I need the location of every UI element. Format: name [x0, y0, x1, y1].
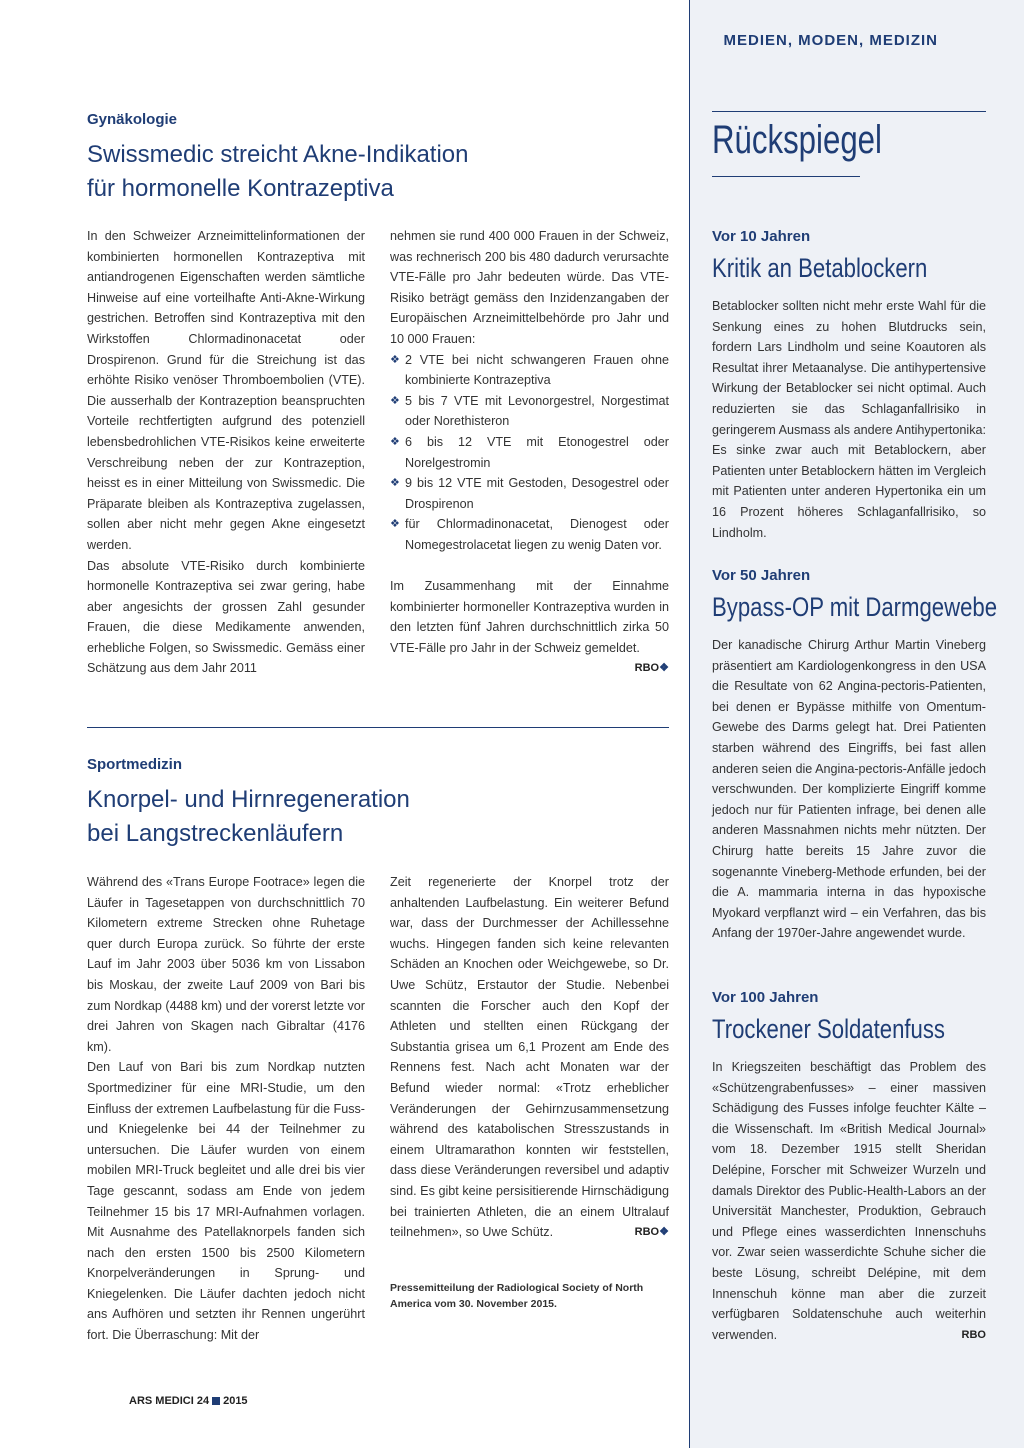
- article-divider: [87, 727, 669, 728]
- article1-headline-line1: Swissmedic streicht Akne-Indikation: [87, 141, 469, 168]
- article2-headline-line1: Knorpel- und Hirnregeneration: [87, 786, 410, 813]
- list-item: ❖ für Chlormadinonacetat, Dienogest oder Nomegestrolacetat liegen zu wenig Daten vor.: [390, 514, 669, 555]
- list-item: ❖ 2 VTE bei nicht schwangeren Frauen ohne kombinierte Kontrazeptiva: [390, 350, 669, 391]
- sidebar-body-10-text: Betablocker sollten nicht mehr erste Wahl für die Senkung eines zu hohen Blutdrucks sein, fordern Lars Lindholm und seine Koautoren als Resultat ihrer Metaanalyse. Die antihypertensive Wirkung der Betablocker sei nicht optimal. Auch reduzierten sie das Schlaganfallrisiko in geringerem Ausmass als andere Antihypertonika: Es sinke zwar auch mit Betablockern, aber Patienten unter Betablockern hätten im Vergleich mit Patienten unter anderen Hypertonika ein um 16 Prozent höheres Schlaganfallrisiko, so Lindholm.: [712, 299, 986, 540]
- sidebar-body-50: [712, 635, 986, 944]
- list-item: ❖ 6 bis 12 VTE mit Etonogestrel oder Norelgestromin: [390, 432, 669, 473]
- article2-paragraph: Während des «Trans Europe Footrace» legen die Läufer in Tagesetappen von durchschnittlich 70 Kilometern extreme Strecken ohne Ruhetage quer durch Europa zurück. So führte der erste Lauf im Jahr 2003 über 5036 km von Lissabon bis Moskau, der zweite Lauf 2009 von Bari bis zum Nordkap (4488 km) und der vorerst letzte vor drei Jahren von Skagen nach Gibraltar (4176 km).: [87, 875, 365, 1054]
- article1-paragraph: nehmen sie rund 400 000 Frauen in der Schweiz, was rechnerisch 200 bis 480 dadurch verursachte VTE-Fälle pro Jahr bedeuten würde. Das VTE-Risiko beträgt gemäss den Inzidenzangaben der Europäischen Arzneimittelbehörde pro Jahr und 10 000 Frauen:: [390, 229, 669, 346]
- sidebar-headline-50: Bypass-OP mit Darmgewebe: [712, 592, 998, 622]
- sidebar-title: Rückspiegel: [712, 118, 882, 162]
- sidebar-body-50-text: Der kanadische Chirurg Arthur Martin Vineberg präsentiert am Kardiologenkongress in den USA die Resultate von 62 Angina-pectoris-Patienten, bei denen er Bypässe mithilfe von Omentum-Gewebe des Darms gelegt hat. Drei Patienten starben während des Eingriffs, bei fast allen anderen seien die Angina-pectoris-Anfälle jedoch verschwunden. Der komplizierte Eingriff komme jedoch nur für Patienten infrage, bei denen alle anderen Massnahmen nichts mehr nützten. Der Chirurg hatte bereits 15 Jahre zuvor die sogenannte Vineberg-Methode erfunden, bei der die A. mammaria interna in das hypoxische Myokard verpflanzt wird – ein Verfahren, das bis Anfang der 1970er-Jahre angewendet wurde.: [712, 638, 986, 941]
- article1-headline: [87, 138, 469, 206]
- sidebar-top-rule: [712, 111, 986, 112]
- article1-col1: [87, 226, 365, 679]
- footer-square-icon: [212, 1397, 220, 1405]
- article2-col2: [390, 872, 669, 1243]
- sidebar-kicker-50: Vor 50 Jahren: [712, 567, 811, 584]
- list-item: ❖ 5 bis 7 VTE mit Levonorgestrel, Norgestimat oder Norethisteron: [390, 391, 669, 432]
- page-footer: [129, 1395, 248, 1407]
- article2-paragraph: Den Lauf von Bari bis zum Nordkap nutzten Sportmediziner für eine MRI-Studie, um den Einfluss der extremen Laufbelastung für die Fuss- und Kniegelenke bei 44 der Teilnehmer zu untersuchen. Die Läufer wurden von einem mobilen MRI-Truck begleitet und alle drei bis vier Tage gescannt, sodass am Ende von jedem Teilnehmer 15 bis 17 MRI-Aufnahmen vorlagen. Mit Ausnahme des Patellaknorpels fanden sich nach den ersten 1500 bis 2500 Kilometern Knorpelveränderungen in Sprung- und Kniegelenken. Die Läufer dachten jedoch nicht ans Aufhören und setzten ihr Rennen ungerührt fort. Die Überraschung: Mit der: [87, 1060, 365, 1343]
- sidebar-body-10: [712, 296, 986, 543]
- article2-headline: [87, 783, 410, 851]
- footer-journal: ARS MEDICI 24: [129, 1395, 210, 1407]
- article1-col2: [390, 226, 669, 679]
- sidebar-body-100-text: In Kriegszeiten beschäftigt das Problem des «Schützengrabenfusses» – einer massiven Schädigung des Fusses infolge feuchter Kälte – die Wissenschaft. Im «British Medical Journal» vom 18. Dezember 1915 stellt Sheridan Delépine, Forscher mit Schweizer Wurzeln und damals Direktor des Public-Health-Labors an der Universität Manchester, Produktion, Gebrauch und Pflege eines wasserdichten Innenschuhs vor. Zwar seien wasserdichte Schuhe sicher die beste Lösung, schreibt Delépine, mit dem Innenschuh könne man aber die zurzeit verfügbaren Soldatenschuhe auch weiterhin verwenden.: [712, 1060, 986, 1342]
- article2-kicker: Sportmedizin: [87, 756, 183, 773]
- article2-paragraph: Zeit regenerierte der Knorpel trotz der anhaltenden Laufbelastung. Ein weiterer Befund war, dass der Durchmesser der Achillessehne wuchs. Hingegen fanden sich keine relevanten Schäden an Knochen oder Weichgewebe, so Dr. Uwe Schütz, Erstautor der Studie. Nebenbei scannten die Forscher auch den Kopf der Athleten und stellten einen Rückgang der Substantia grisea um 6,1 Prozent am Ende des Rennens fest. Nach acht Monaten war der Befund wieder normal: «Trotz erheblicher Veränderungen der Gehirnzusammensetzung während des katabolischen Stresszustands in einem Ultramarathon konnten wir feststellen, dass diese Veränderungen reversibel und adaptiv sind. Es gibt keine persisitierende Hirnschädigung bei trainierten Athleten, die an einem Ultralauf teilnehmen», so Uwe Schütz.: [390, 875, 669, 1240]
- sidebar-body-100: [712, 1057, 986, 1345]
- article1-bullet-list: [390, 350, 669, 556]
- article1-paragraph: In den Schweizer Arzneimittelinformationen der kombinierten hormonellen Kontrazeptiva mit antiandrogenen Eigenschaften werden sämtliche Hinweise auf eine vorteilhafte Anti-Akne-Wirkung gestrichen. Betroffen sind Kontrazeptiva mit den Wirkstoffen Chlormadinonacetat oder Drospirenon. Grund für die Streichung ist das erhöhte Risiko venöser Thromboembolien (VTE). Die ausserhalb der Kontrazeption beanspruchten Vorteile rechtfertigten aufgrund des potenziell lebensbedrohlichen VTE-Risikos keine erweiterte Verschreibung neben der zur Kontrazeption, heisst es in einer Mitteilung von Swissmedic. Die Präparate bleiben als Kontrazeptiva zugelassen, sollen aber nicht mehr gegen Akne eingesetzt werden.: [87, 229, 365, 552]
- article1-paragraph: Das absolute VTE-Risiko durch kombinierte hormonelle Kontrazeptiva sei zwar gering, habe aber angesichts der grossen Zahl gesunder Frauen, die diese Medikamente anwenden, erhebliche Folgen, so Swissmedic. Gemäss einer Schätzung aus dem Jahr 2011: [87, 558, 365, 676]
- footer-year: 2015: [223, 1395, 248, 1407]
- article1-kicker: Gynäkologie: [87, 111, 178, 128]
- sidebar-kicker-10: Vor 10 Jahren: [712, 228, 811, 245]
- sidebar-title-underline: [712, 176, 860, 177]
- article2-headline-line2: bei Langstreckenläufern: [87, 820, 344, 847]
- article1-headline-line2: für hormonelle Kontrazeptiva: [87, 175, 394, 202]
- sidebar-kicker-100: Vor 100 Jahren: [712, 989, 819, 1006]
- list-item: ❖ 9 bis 12 VTE mit Gestoden, Desogestrel oder Drospirenon: [390, 473, 669, 514]
- signature: RBO❖: [634, 662, 669, 675]
- section-header: MEDIEN, MODEN, MEDIZIN: [723, 32, 938, 49]
- article2-footnote: Pressemitteilung der Radiological Society of North America vom 30. November 2015.: [390, 1282, 644, 1310]
- sidebar-headline-100: Trockener Soldatenfuss: [712, 1014, 946, 1044]
- signature: RBO: [961, 1328, 986, 1341]
- article2-col1: [87, 872, 365, 1346]
- sidebar-headline-10: Kritik an Betablockern: [712, 253, 928, 283]
- signature: RBO❖: [634, 1226, 669, 1239]
- article1-paragraph: Im Zusammenhang mit der Einnahme kombinierter hormoneller Kontrazeptiva wurden in den letzten fünf Jahren durchschnittlich zirka 50 VTE-Fälle pro Jahr in der Schweiz gemeldet.: [390, 579, 669, 655]
